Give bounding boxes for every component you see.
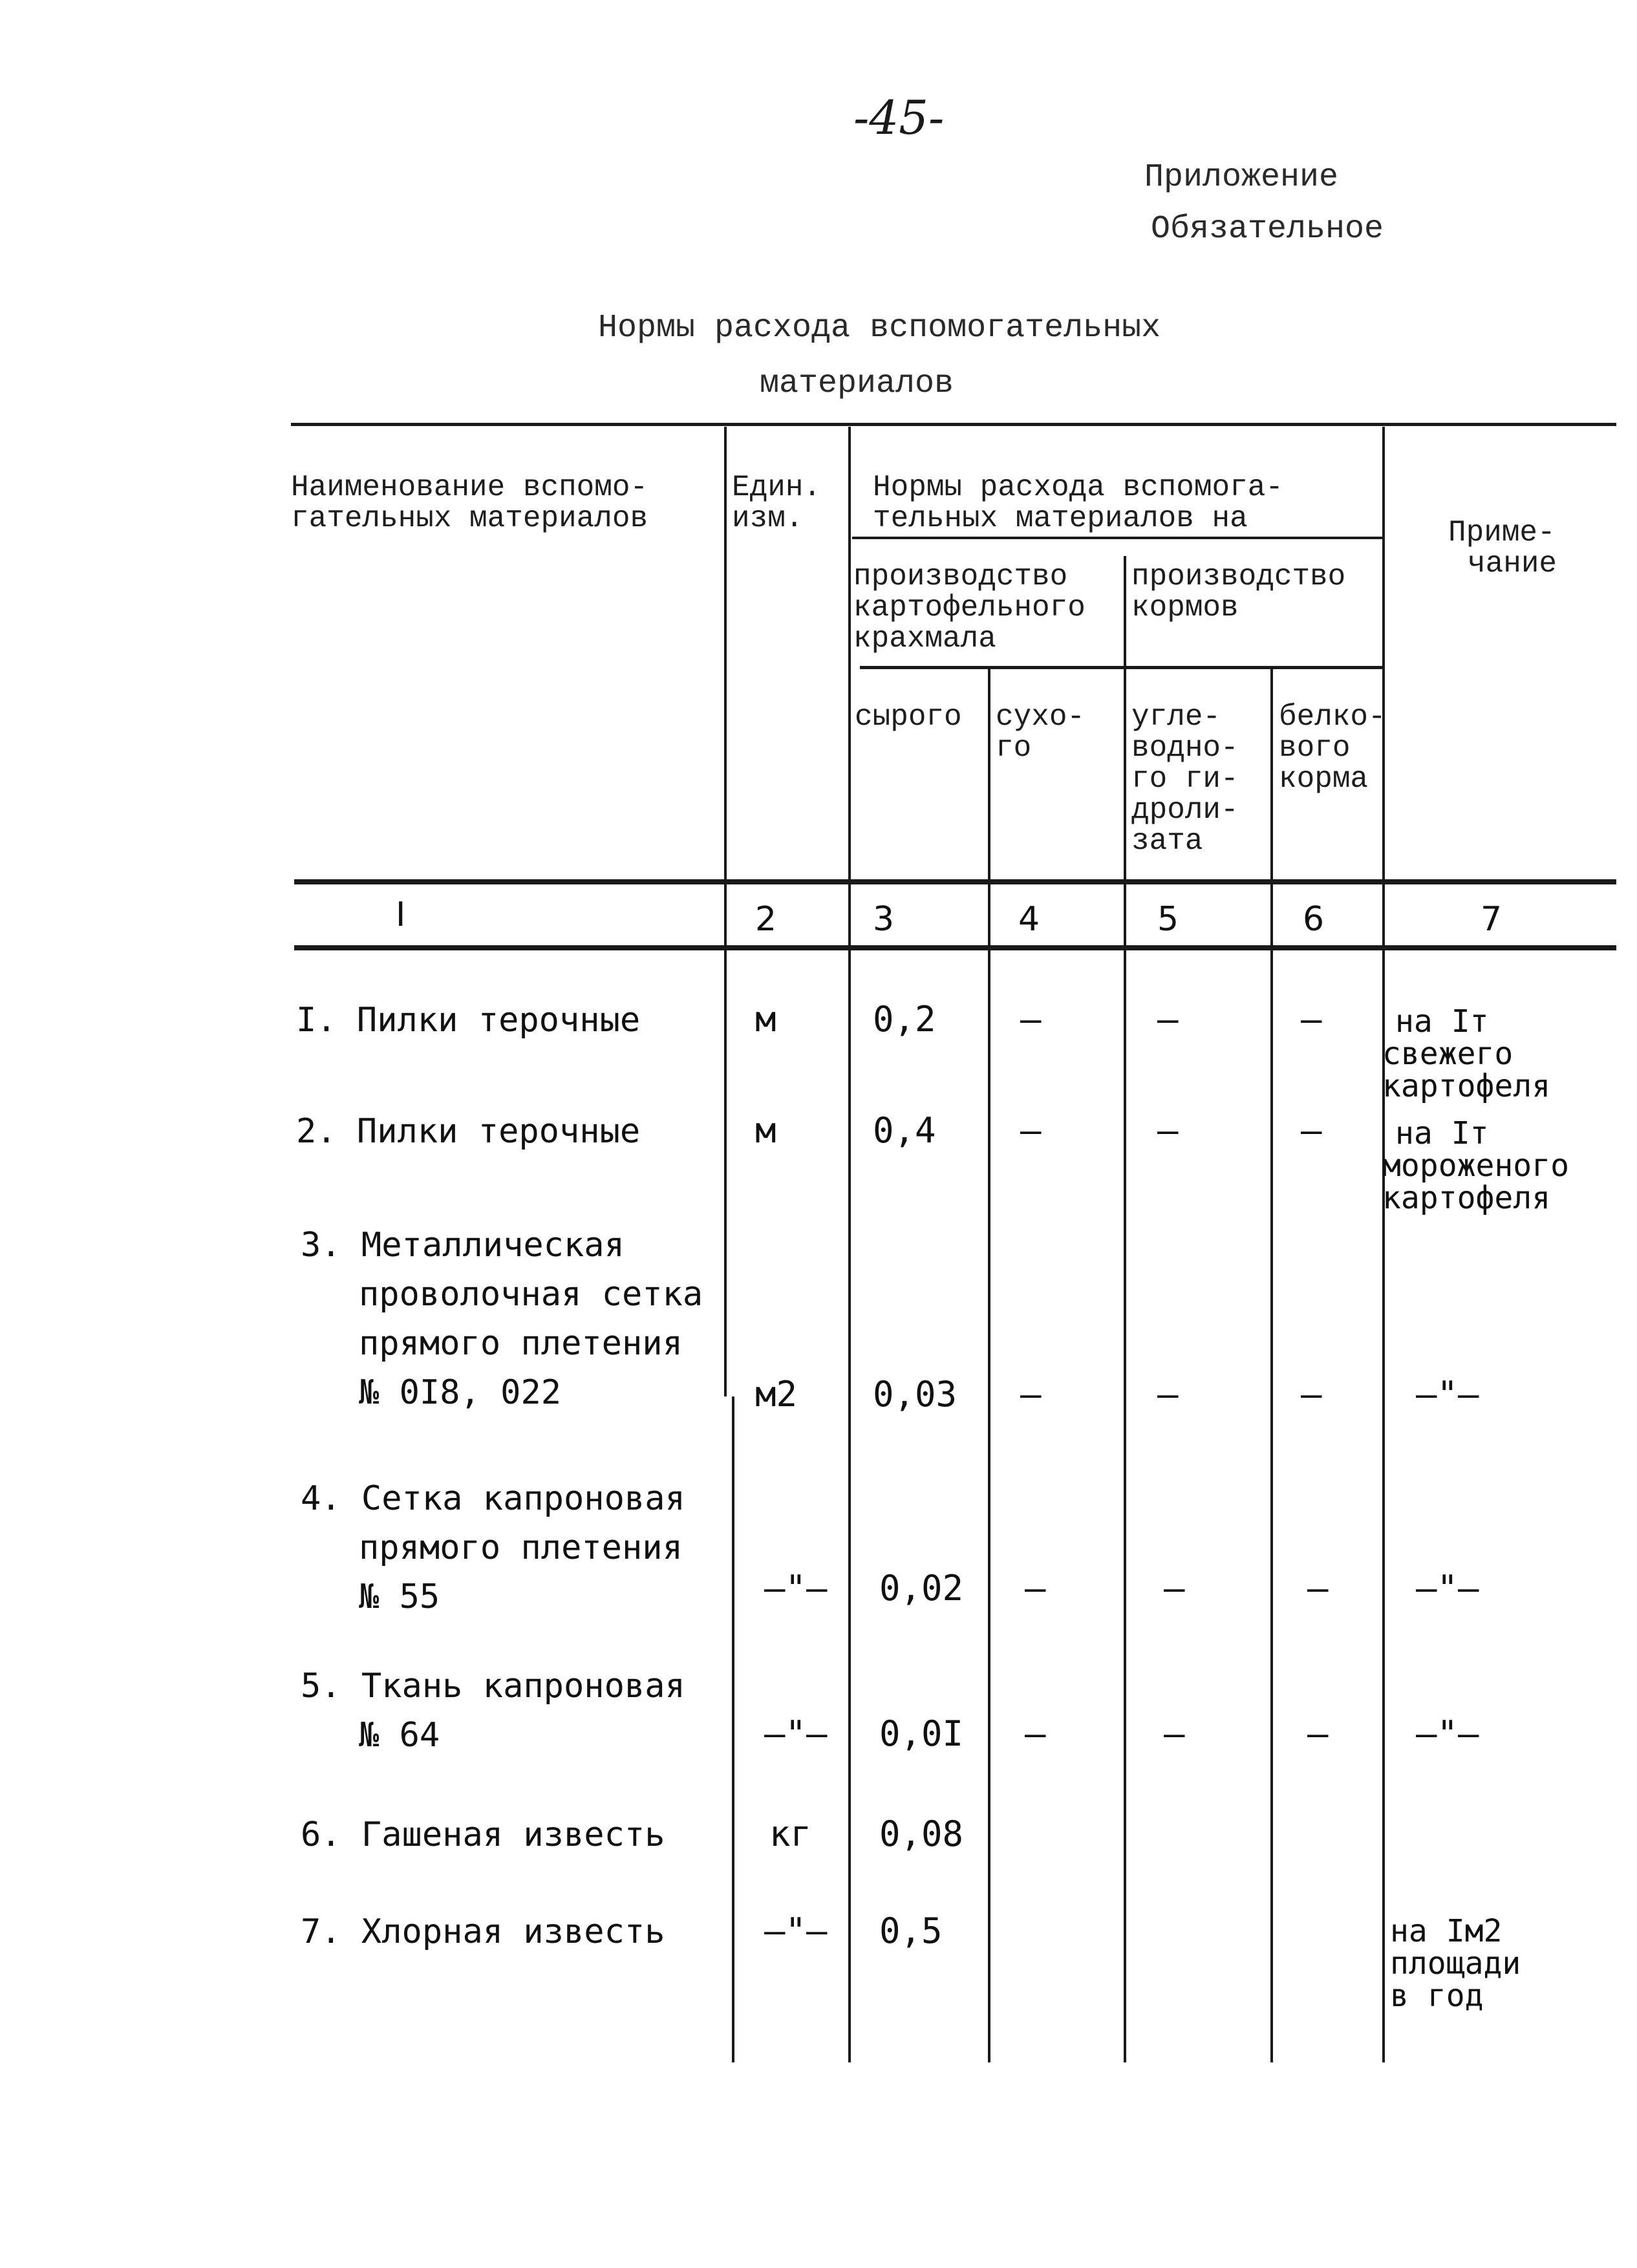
page-number: -45-: [853, 91, 945, 145]
header-col3-line-1: сырого: [855, 700, 962, 734]
title-line-1: Нормы расхода вспомогательных: [598, 310, 1161, 347]
row-2-c3: 0,4: [873, 1110, 936, 1151]
row-4-name-line-2: прямого плетения: [359, 1528, 683, 1567]
vline-6: [1382, 427, 1385, 2062]
row-3-note: –"–: [1416, 1374, 1479, 1415]
row-2-note: [1382, 1117, 1569, 1214]
header-col5: [1131, 701, 1239, 857]
header-sub-starch: [853, 561, 1086, 654]
row-2-note-line-3: картофеля: [1382, 1180, 1551, 1216]
header-col4-line-2: го: [996, 731, 1032, 765]
header-group-line-1: Нормы расхода вспомога-: [873, 471, 1283, 504]
row-4-unit: –"–: [764, 1568, 828, 1609]
group-underline: [852, 537, 1382, 539]
appendix-label: [1144, 152, 1384, 255]
row-1-note-line-3: картофеля: [1382, 1068, 1551, 1104]
row-1-note-line-2: свежего: [1382, 1036, 1514, 1072]
col-number-7: 7: [1481, 900, 1503, 939]
header-col5-line-1: угле-: [1131, 700, 1221, 734]
header-col3: [855, 701, 962, 733]
row-3-c5: –: [1157, 1374, 1179, 1415]
vline-3: [988, 669, 990, 2062]
col-number-2: 2: [755, 900, 777, 939]
header-col7-line-1: Приме-: [1448, 516, 1556, 550]
row-5-c6: –: [1307, 1713, 1329, 1754]
header-col1: [291, 472, 648, 534]
vline-5: [1270, 669, 1273, 2062]
header-starch-line-1: производство: [853, 560, 1068, 594]
header-group-line-2: тельных материалов на: [873, 502, 1248, 535]
row-7-name: 7. Хлорная известь: [301, 1912, 665, 1951]
header-starch-line-3: крахмала: [853, 622, 996, 656]
row-1-c4: –: [1020, 999, 1042, 1040]
row-2-note-line-1: на Iт: [1395, 1115, 1489, 1151]
header-col1-line-1: Наименование вспомо-: [291, 471, 648, 504]
row-6-name: 6. Гашеная известь: [301, 1815, 665, 1854]
header-col7-line-2: чание: [1468, 547, 1557, 581]
row-4-name-line-3: № 55: [359, 1578, 440, 1616]
subgroup-underline: [860, 666, 1384, 669]
header-col5-line-5: зата: [1131, 824, 1203, 858]
row-3-name-line-4: № 0I8, 022: [359, 1373, 562, 1412]
row-7-c3: 0,5: [879, 1910, 943, 1951]
row-2-note-line-2: мороженого: [1382, 1148, 1569, 1184]
document-title: [598, 301, 1161, 412]
row-1-c3: 0,2: [873, 999, 936, 1040]
header-col6: [1279, 701, 1386, 795]
row-4-c5: –: [1164, 1568, 1185, 1609]
row-3-c4: –: [1020, 1374, 1042, 1415]
row-5-c3: 0,0I: [879, 1713, 964, 1754]
col-number-5: 5: [1157, 900, 1179, 939]
row-2-unit: м: [755, 1110, 776, 1151]
vline-1: [724, 427, 727, 1396]
header-group: [873, 472, 1283, 534]
col-number-4: 4: [1018, 900, 1040, 939]
row-4-name: [301, 1474, 685, 1621]
vline-4: [1124, 556, 1126, 2062]
header-col5-line-4: дроли-: [1131, 793, 1239, 827]
row-6-c3: 0,08: [879, 1813, 964, 1854]
col-number-3: 3: [873, 900, 895, 939]
row-1-c5: –: [1157, 999, 1179, 1040]
row-2-name: 2. Пилки терочные: [296, 1112, 641, 1151]
row-1-unit: м: [755, 999, 776, 1040]
header-col6-line-1: белко-: [1279, 700, 1386, 734]
row-4-c4: –: [1025, 1568, 1046, 1609]
row-1-c6: –: [1301, 999, 1322, 1040]
header-starch-line-2: картофельного: [853, 591, 1086, 625]
row-3-name-line-3: прямого плетения: [359, 1324, 683, 1363]
row-5-name: [301, 1662, 685, 1760]
header-col6-line-2: вого: [1279, 731, 1351, 765]
appendix-line-2: Обязательное: [1151, 211, 1384, 248]
row-1-note: [1382, 1005, 1550, 1102]
row-6-unit: кг: [769, 1813, 812, 1854]
row-5-name-line-1: 5. Ткань капроновая: [301, 1667, 685, 1706]
top-rule: [291, 423, 1616, 426]
vline-2: [848, 427, 851, 2062]
header-col4: [996, 701, 1085, 764]
row-4-note: –"–: [1416, 1568, 1479, 1609]
row-4-c6: –: [1307, 1568, 1329, 1609]
header-col6-line-3: корма: [1279, 762, 1369, 796]
header-bottom-rule: [294, 879, 1616, 884]
title-line-2: материалов: [760, 365, 954, 402]
row-3-name-line-2: проволочная сетка: [359, 1275, 703, 1314]
vline-1b: [732, 1396, 734, 2062]
header-col2-line-2: изм.: [732, 502, 804, 535]
row-2-c5: –: [1157, 1110, 1179, 1151]
row-7-unit: –"–: [764, 1910, 828, 1951]
row-3-name-line-1: 3. Металлическая: [301, 1226, 625, 1265]
appendix-line-1: Приложение: [1144, 159, 1339, 196]
header-col5-line-3: го ги-: [1131, 762, 1239, 796]
row-1-name: I. Пилки терочные: [296, 1001, 641, 1040]
row-5-c5: –: [1164, 1713, 1185, 1754]
header-sub-feed: [1131, 561, 1345, 623]
row-7-note: [1390, 1915, 1521, 2012]
row-7-note-line-2: площади: [1390, 1945, 1521, 1982]
row-2-c4: –: [1020, 1110, 1042, 1151]
row-7-note-line-3: в год: [1390, 1978, 1484, 2014]
row-4-c3: 0,02: [879, 1568, 964, 1609]
row-3-unit: м2: [755, 1374, 798, 1415]
row-3-c3: 0,03: [873, 1374, 958, 1415]
row-3-name: [301, 1221, 703, 1417]
row-5-unit: –"–: [764, 1713, 828, 1754]
col-number-1: I: [396, 895, 406, 934]
header-col7: [1448, 517, 1557, 579]
header-col2: [732, 472, 821, 534]
header-feed-line-1: производство: [1131, 560, 1346, 594]
header-col1-line-2: гательных материалов: [291, 502, 648, 535]
header-col5-line-2: водно-: [1131, 731, 1239, 765]
row-7-note-line-1: на Iм2: [1390, 1913, 1503, 1949]
header-col2-line-1: Един.: [732, 471, 822, 504]
row-4-name-line-1: 4. Сетка капроновая: [301, 1479, 685, 1518]
header-feed-line-2: кормов: [1131, 591, 1239, 625]
row-3-c6: –: [1301, 1374, 1322, 1415]
row-5-c4: –: [1025, 1713, 1046, 1754]
col-numbers-rule: [294, 945, 1616, 950]
row-1-note-line-1: на Iт: [1395, 1003, 1489, 1040]
row-5-note: –"–: [1416, 1713, 1479, 1754]
row-5-name-line-2: № 64: [359, 1716, 440, 1755]
row-2-c6: –: [1301, 1110, 1322, 1151]
header-col4-line-1: сухо-: [996, 700, 1086, 734]
col-number-6: 6: [1303, 900, 1325, 939]
